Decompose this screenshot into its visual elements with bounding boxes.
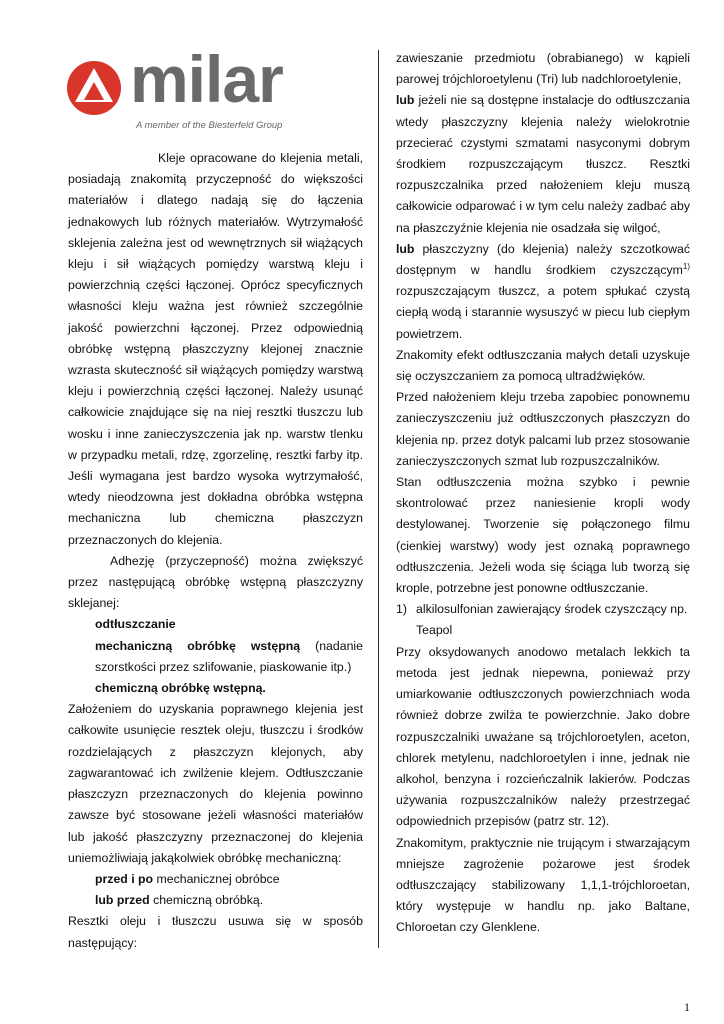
bullet-degreasing: odtłuszczanie <box>95 617 176 632</box>
left-paragraph-3: Założeniem do uzyskania poprawnego klejenia jest całkowite usunięcie resztek oleju, tłuszczu i środków rozdzielających z płaszczyzn klejonych, aby zagwarantować ich zwilżenie klejem. Odtłuszczanie płaszczyzn przeznaczonych do klejenia powinno zawsze być stosowane jeżeli własności materiałów lub jakość płaszczyzny przeznaczonej do klejenia uniemożliwiają jakąkolwiek obróbkę mechaniczną: <box>68 702 363 865</box>
left-column <box>68 148 363 954</box>
bullet-before-after: przed i po mechanicznej obróbce <box>95 871 280 886</box>
bullet-or-before: lub przed chemiczną obróbką. <box>95 893 264 908</box>
right-paragraph-7: Przy oksydowanych anodowo metalach lekkich ta metoda jest jednak niepewna, ponieważ przy umiarkowanie odtłuszczonych powierzchniach woda również dobrze zwilża te powierzchnie. Jako dobre rozpuszczalniki uważane są trójchloroetylen, aceton, chlorek metylenu, nadchloroetylen i inne, jednak nie alkohol, benzyna i rozcieńczalnik lakierów. Podczas używania rozpuszczalników należy przestrzegać odpowiednich przepisów (patrz str. 12). <box>396 644 690 829</box>
right-paragraph-5: Przed nałożeniem kleju trzeba zapobiec ponownemu zanieczyszczeniu już odtłuszczonych płaszczyzn do klejenia np. przez dotyk palcami lub przez stosowanie zanieczyszczonych szmat lub rozpuszczalników. <box>396 390 690 468</box>
milar-logo <box>66 42 296 134</box>
footnote-item <box>396 599 690 641</box>
logo-tagline: A member of the Biesterfeld Group <box>136 120 283 131</box>
right-paragraph-1: zawieszanie przedmiotu (obrabianego) w kąpieli parowej trójchloroetylenu (Tri) lub nadchloroetylenie, <box>396 51 690 87</box>
footnote-marker: 1) <box>682 261 690 271</box>
left-paragraph-4: Resztki oleju i tłuszczu usuwa się w sposób następujący: <box>68 914 363 950</box>
left-paragraph-2: Adhezję (przyczepność) można zwiększyć przez następującą obróbkę wstępną płaszczyzny sklejanej: <box>68 553 363 611</box>
bullet-chemical: chemiczną obróbkę wstępną. <box>95 681 266 696</box>
milar-triangle-icon <box>66 60 122 116</box>
right-paragraph-2: lub jeżeli nie są dostępne instalacje do odtłuszczania wtedy płaszczyzny klejenia należy wielokrotnie przecierać czystymi szmatami nasyconymi dobrym środkiem rozpuszczającym tłuszcz. Resztki rozpuszczalnika przed nałożeniem kleju muszą całkowicie odparować i w tym celu należy zadbać aby na płaszczyźnie klejenia nie osadzała się wilgoć, <box>396 93 690 235</box>
footnote-number: 1) <box>396 602 407 617</box>
left-paragraph-1: Kleje opracowane do klejenia metali, posiadają znakomitą przyczepność do większości materiałów i dlatego nadają się do łączenia jednakowych lub różnych materiałów. Wytrzymałość sklejenia zależna jest od wewnętrznych sił wiążących kleju i sił wiążących pomiędzy warstwą kleju i powierzchnią części łączonej. Oprócz specyficznych własności kleju ważna jest również szczególnie jakość powierzchni łączonej. Przez odpowiednią obróbkę wstępną płaszczyzny klejonej znacznie wzrasta skuteczność sił wiążących pomiędzy warstwą kleju i powierzchnią części łączonej. Należy usunąć całkowicie znajdujące się na niej resztki tłuszczu lub wosku i inne zanieczyszczenia jak np. warstw tlenku w przypadku metali, rdzę, zgorzelinę, resztki farby itp. Jeśli wymagana jest bardzo wysoka wytrzymałość, wtedy nieodzowna jest dokładna obróbka wstępna mechaniczna lub chemiczna płaszczyzn przeznaczonych do klejenia. <box>68 151 363 547</box>
column-divider <box>378 50 379 948</box>
page-number: 1 <box>684 1000 690 1014</box>
footnote-text: alkilosulfonian zawierający środek czyszczący np. Teapol <box>416 602 688 638</box>
bullet-mechanical: mechaniczną obróbkę wstępną (nadanie szorstkości przez szlifowanie, piaskowanie itp.) <box>95 638 363 674</box>
right-paragraph-8: Znakomitym, praktycznie nie trującym i stwarzającym mniejsze zagrożenie pożarowe jest środek odtłuszczający stabilizowany 1,1,1-trójchloroetan, który występuje w handlu np. jako Baltane, Chloroetan czy Glenklene. <box>396 835 690 935</box>
right-column <box>396 48 690 939</box>
right-paragraph-3: lub płaszczyzny (do klejenia) należy szczotkować dostępnym w handlu środkiem czyszczącym$^{1)}$ rozpuszczającym tłuszcz, a potem spłukać czystą ciepłą wodą i starannie wysuszyć w piecu lub ciepłym powietrzem. <box>396 241 690 341</box>
logo-name: milar <box>130 42 283 116</box>
right-paragraph-4: Znakomity efekt odtłuszczania małych detali uzyskuje się oczyszczaniem za pomocą ultradźwięków. <box>396 347 690 384</box>
right-paragraph-6: Stan odtłuszczenia można szybko i pewnie skontrolować przez naniesienie kropli wody destylowanej. Tworzenie się połączonego filmu (cienkiej warstwy) wody jest oznaką poprawnego odtłuszczenia. Jeżeli woda się ściąga lub tworzą się krople, potrzebne jest ponowne odtłuszczanie. <box>396 475 690 596</box>
